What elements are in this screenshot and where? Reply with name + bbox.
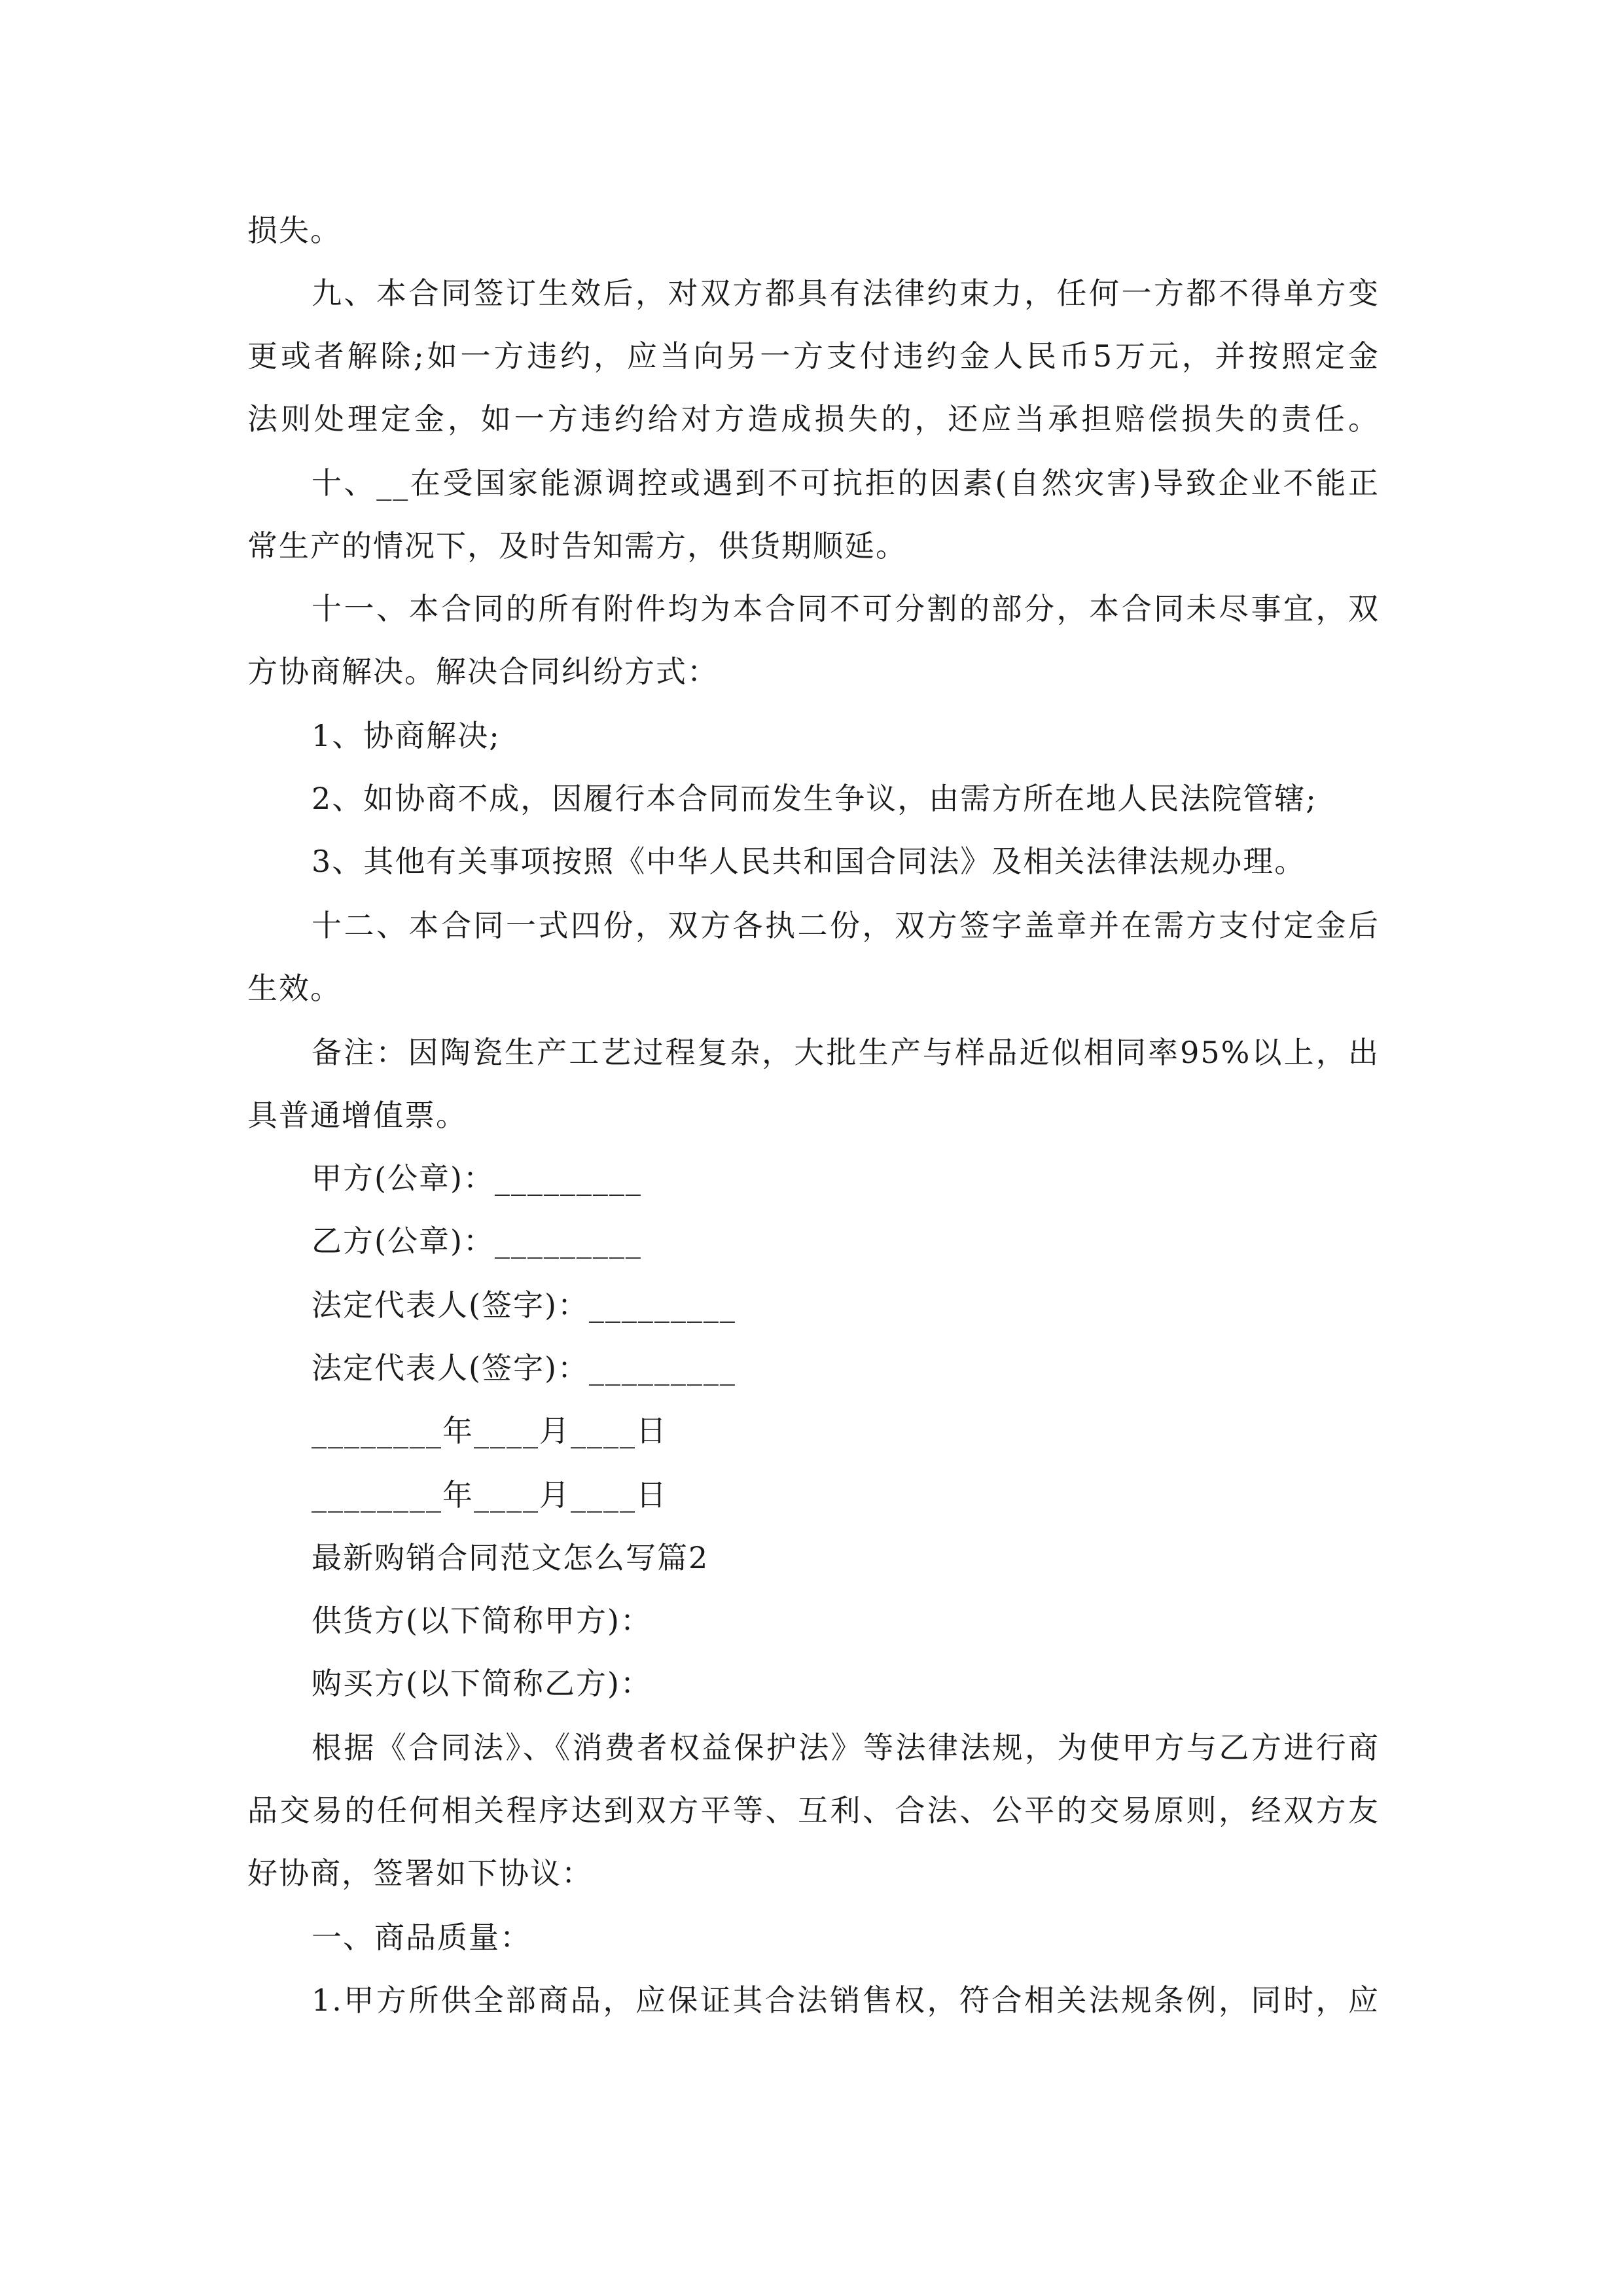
signature-line-party-a: 甲方(公章)：_________ [312, 1160, 642, 1196]
text-line: 十二、本合同一式四份，双方各执二份，双方签字盖章并在需方支付定金后 [312, 908, 1380, 943]
signature-line-representative: 法定代表人(签字)：_________ [312, 1350, 736, 1386]
text-line: 备注：因陶瓷生产工艺过程复杂，大批生产与样品近似相同率95%以上，出 [312, 1035, 1380, 1070]
signature-line-representative: 法定代表人(签字)：_________ [312, 1287, 736, 1323]
text-line: 购买方(以下简称乙方)： [312, 1666, 652, 1701]
text-line: 损失。 [247, 213, 342, 248]
text-line: 十一、本合同的所有附件均为本合同不可分割的部分，本合同未尽事宜，双 [312, 591, 1380, 626]
text-line: 九、本合同签订生效后，对双方都具有法律约束力，任何一方都不得单方变 [312, 276, 1380, 311]
text-line: 常生产的情况下，及时告知需方，供货期顺延。 [247, 528, 907, 564]
text-line: 供货方(以下简称甲方)： [312, 1603, 652, 1638]
text-line: 十、__在受国家能源调控或遇到不可抗拒的因素(自然灾害)导致企业不能正 [312, 465, 1380, 501]
text-line: 生效。 [247, 971, 342, 1006]
text-line: 根据《合同法》、《消费者权益保护法》等法律法规，为使甲方与乙方进行商 [312, 1730, 1380, 1765]
signature-line-party-b: 乙方(公章)：_________ [312, 1223, 642, 1259]
text-line: 好协商，签署如下协议： [247, 1856, 593, 1891]
text-line: 2、如协商不成，因履行本合同而发生争议，由需方所在地人民法院管辖; [312, 781, 1317, 816]
text-line: 方协商解决。解决合同纠纷方式： [247, 654, 719, 689]
text-line: 1、协商解决; [312, 718, 501, 753]
date-line: ________年____月____日 [312, 1413, 668, 1448]
section-heading: 最新购销合同范文怎么写篇2 [312, 1540, 709, 1575]
text-line: 品交易的任何相关程序达到双方平等、互利、合法、公平的交易原则，经双方友 [247, 1793, 1380, 1828]
date-line: ________年____月____日 [312, 1477, 668, 1513]
text-line: 1.甲方所供全部商品，应保证其合法销售权，符合相关法规条例，同时，应 [312, 1982, 1380, 2018]
text-line: 更或者解除;如一方违约，应当向另一方支付违约金人民币5万元，并按照定金 [247, 338, 1380, 374]
text-line: 具普通增值票。 [247, 1098, 467, 1133]
text-line: 法则处理定金，如一方违约给对方造成损失的，还应当承担赔偿损失的责任。 [247, 401, 1380, 437]
text-line: 3、其他有关事项按照《中华人民共和国合同法》及相关法律法规办理。 [312, 844, 1306, 879]
text-line: 一、商品质量： [312, 1920, 531, 1955]
